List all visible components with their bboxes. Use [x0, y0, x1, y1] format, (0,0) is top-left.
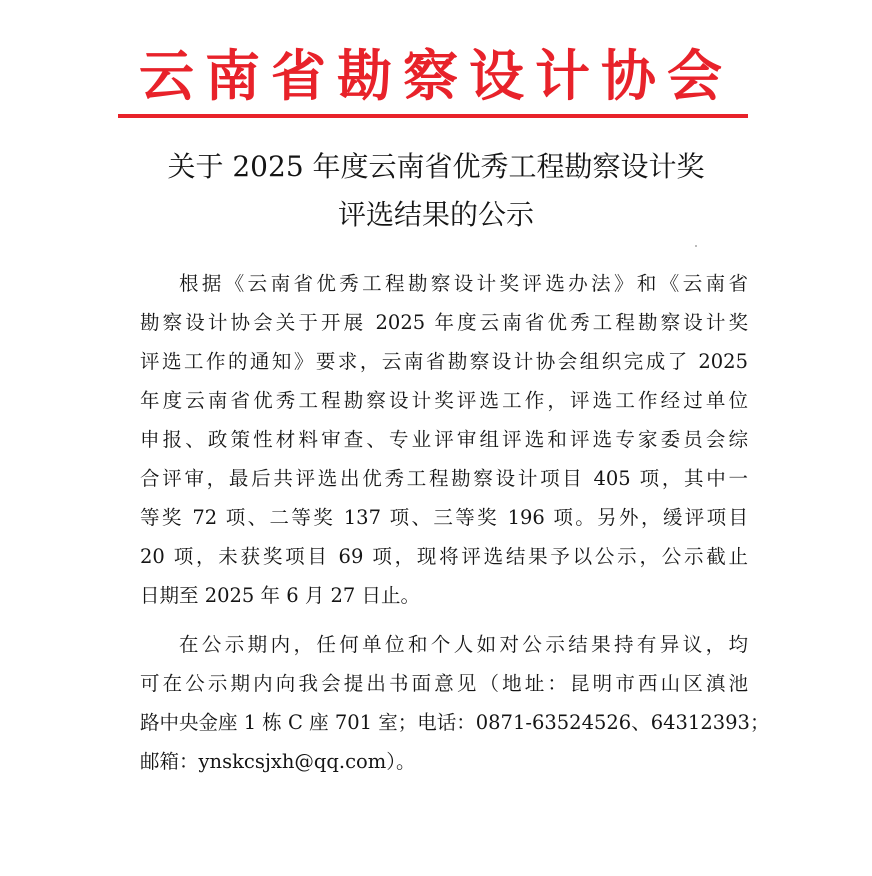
paragraph-1-line: 年度云南省优秀工程勘察设计奖评选工作，评选工作经过单位: [140, 389, 748, 412]
document-title-line-2: 评选结果的公示: [337, 198, 534, 231]
document-title-line-1: 关于 2025 年度云南省优秀工程勘察设计奖: [167, 150, 705, 183]
paragraph-2-line: 可在公示期内向我会提出书面意见（地址：昆明市西山区滇池: [140, 672, 748, 695]
document-title: [0, 143, 872, 239]
paragraph-1-line: 根据《云南省优秀工程勘察设计奖评选办法》和《云南省: [179, 272, 748, 295]
letterhead-red-rule: [118, 114, 748, 118]
letterhead-org-name-text: 云南省勘察设计协会: [138, 44, 733, 108]
paragraph-2-line: 邮箱：ynskcsjxh@qq.com）。: [140, 750, 416, 773]
paragraph-1-line: 评选工作的通知》要求，云南省勘察设计协会组织完成了 2025: [140, 350, 748, 373]
paragraph-2-line: 路中央金座 1 栋 C 座 701 室；电话：0871-63524526、64312393；: [140, 711, 770, 734]
paragraph-1-line: 20 项，未获奖项目 69 项，现将评选结果予以公示，公示截止: [140, 545, 748, 568]
scan-speck: [695, 245, 697, 247]
paragraph-1-line: 申报、政策性材料审查、专业评审组评选和评选专家委员会综: [140, 428, 748, 451]
paragraph-1-line: 勘察设计协会关于开展 2025 年度云南省优秀工程勘察设计奖: [140, 311, 748, 334]
paragraph-1-line: 等奖 72 项、二等奖 137 项、三等奖 196 项。另外，缓评项目: [140, 506, 748, 529]
paragraph-1-line: 日期至 2025 年 6 月 27 日止。: [140, 584, 421, 607]
letterhead-org-name: [0, 44, 872, 108]
paragraph-2-line: 在公示期内，任何单位和个人如对公示结果持有异议，均: [179, 633, 748, 656]
document-body: [140, 264, 770, 781]
paragraph-1-line: 合评审，最后共评选出优秀工程勘察设计项目 405 项，其中一: [140, 467, 748, 490]
